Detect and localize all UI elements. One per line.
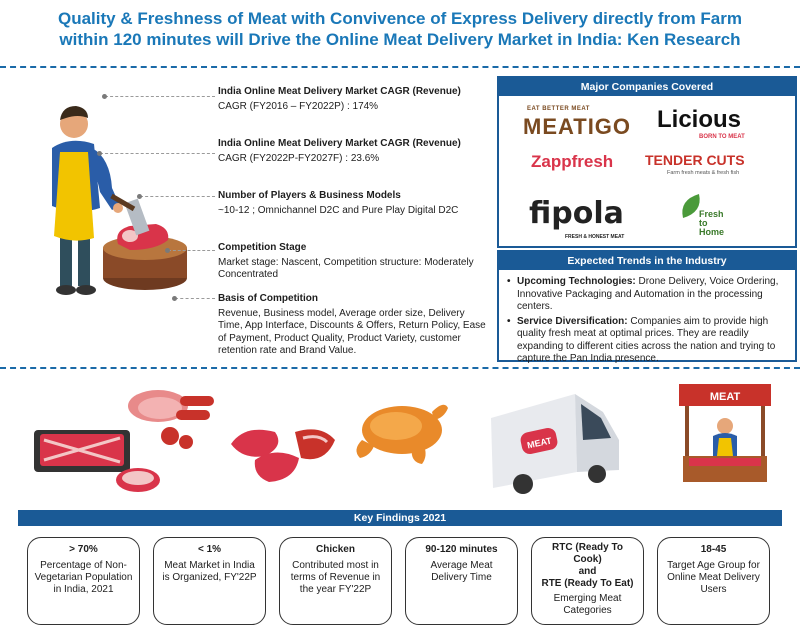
finding-value: 90-120 minutes [425, 544, 498, 555]
divider-top [0, 66, 800, 68]
trend-item: • Upcoming Technologies: Drone Delivery, Voice Ordering, Innovative Packaging and Automation in the processing centers. [507, 276, 787, 314]
companies-panel [497, 76, 797, 248]
fipola-logo: fipola [529, 196, 624, 231]
companies-heading: Major Companies Covered [499, 78, 795, 96]
finding-value: < 1% [197, 544, 222, 555]
info-competition-stage [218, 242, 490, 282]
leader-dot-4 [165, 248, 170, 253]
finding-text: Meat Market in India is Organized, FY'22P [162, 560, 257, 583]
finding-card [27, 537, 140, 625]
tendercuts-tagline: Farm fresh meats & fresh fish [667, 170, 740, 176]
title-line-1: Quality & Freshness of Meat with Convivence of Express Delivery directly from Farm [58, 9, 742, 28]
finding-card [657, 537, 770, 625]
info-text: Market stage: Nascent, Competition structure: Moderately Concentrated [218, 256, 474, 280]
info-heading: India Online Meat Delivery Market CAGR (Revenue) [218, 86, 461, 97]
leader-line-5 [175, 298, 215, 299]
finding-value-secondary: RTE (Ready To Eat) [541, 578, 634, 589]
finding-value: RTC (Ready To Cook) [552, 542, 623, 565]
info-players [218, 190, 490, 217]
info-heading: India Online Meat Delivery Market CAGR (Revenue) [218, 138, 461, 149]
zappfresh-logo: Zappfresh [531, 152, 614, 171]
finding-text: Percentage of Non-Vegetarian Population in India, 2021 [34, 560, 133, 595]
leader-dot-1 [102, 94, 107, 99]
leader-line-1 [105, 96, 215, 97]
info-text: ~10-12 ; Omnichannel D2C and Pure Play Digital D2C [218, 204, 459, 216]
divider-middle [0, 367, 800, 369]
finding-text: Contributed most in terms of Revenue in the year FY'22P [290, 560, 381, 595]
tendercuts-logo: TENDER CUTS [645, 152, 745, 168]
trends-heading: Expected Trends in the Industry [499, 252, 795, 270]
finding-text: Emerging Meat Categories [553, 593, 622, 616]
finding-text: Average Meat Delivery Time [430, 560, 493, 583]
van-meat-label: MEAT [526, 435, 553, 451]
info-text: CAGR (FY2016 – FY2022P) : 174% [218, 100, 379, 112]
finding-value: > 70% [69, 544, 98, 555]
stall-meat-label: MEAT [709, 391, 741, 403]
finding-card [279, 537, 392, 625]
finding-value-connector: and [578, 566, 597, 577]
info-cagr-historic [218, 86, 490, 113]
finding-text: Target Age Group for Online Meat Delivery Users [667, 560, 760, 595]
freshtohome-logo: Fresh to Home [699, 209, 725, 237]
fipola-tagline: FRESH & HONEST MEAT [565, 234, 625, 240]
info-heading: Number of Players & Business Models [218, 190, 401, 201]
leader-dot-5 [172, 296, 177, 301]
roast-chicken-illustration [352, 388, 452, 468]
leader-line-2 [100, 153, 215, 154]
steaks-illustration [225, 410, 340, 490]
info-cagr-forecast [218, 138, 490, 165]
licious-logo: Licious [657, 106, 742, 133]
butcher-illustration [30, 88, 200, 318]
trends-panel [497, 250, 797, 362]
info-text: CAGR (FY2022P-FY2027F) : 23.6% [218, 152, 380, 164]
meat-stall-illustration [675, 380, 775, 490]
info-text: Revenue, Business model, Average order size, Delivery Time, App Interface, Discounts & Offers, Return Policy, Ease of Payment, Product Quality, Product Variety, customer retention rate and Brand Value. [218, 307, 486, 356]
meatigo-tagline: EAT BETTER MEAT [527, 106, 590, 112]
finding-value: Chicken [316, 544, 355, 555]
leader-line-3 [140, 196, 215, 197]
meatigo-logo: MEATIGO [523, 114, 632, 139]
leader-dot-2 [97, 151, 102, 156]
finding-card [405, 537, 518, 625]
finding-value: 18-45 [700, 544, 727, 555]
meat-packs-illustration [30, 380, 220, 500]
info-heading: Basis of Competition [218, 293, 319, 304]
trend-item: • Service Diversification: Companies aim to provide high quality fresh meat at optimal prices. They are readily expanding to different cities across the nation and trying to capture the Pan India presence. [507, 316, 787, 366]
delivery-van-illustration [485, 388, 625, 498]
finding-card [531, 537, 644, 625]
leader-line-4 [168, 250, 215, 251]
licious-tagline: BORN TO MEAT [699, 134, 745, 140]
page-title [0, 8, 800, 50]
title-line-2: within 120 minutes will Drive the Online Meat Delivery Market in India: Ken Research [59, 30, 741, 49]
info-basis-of-competition [218, 293, 490, 358]
key-findings-heading: Key Findings 2021 [18, 510, 782, 526]
info-heading: Competition Stage [218, 242, 307, 253]
leader-dot-3 [137, 194, 142, 199]
finding-card [153, 537, 266, 625]
